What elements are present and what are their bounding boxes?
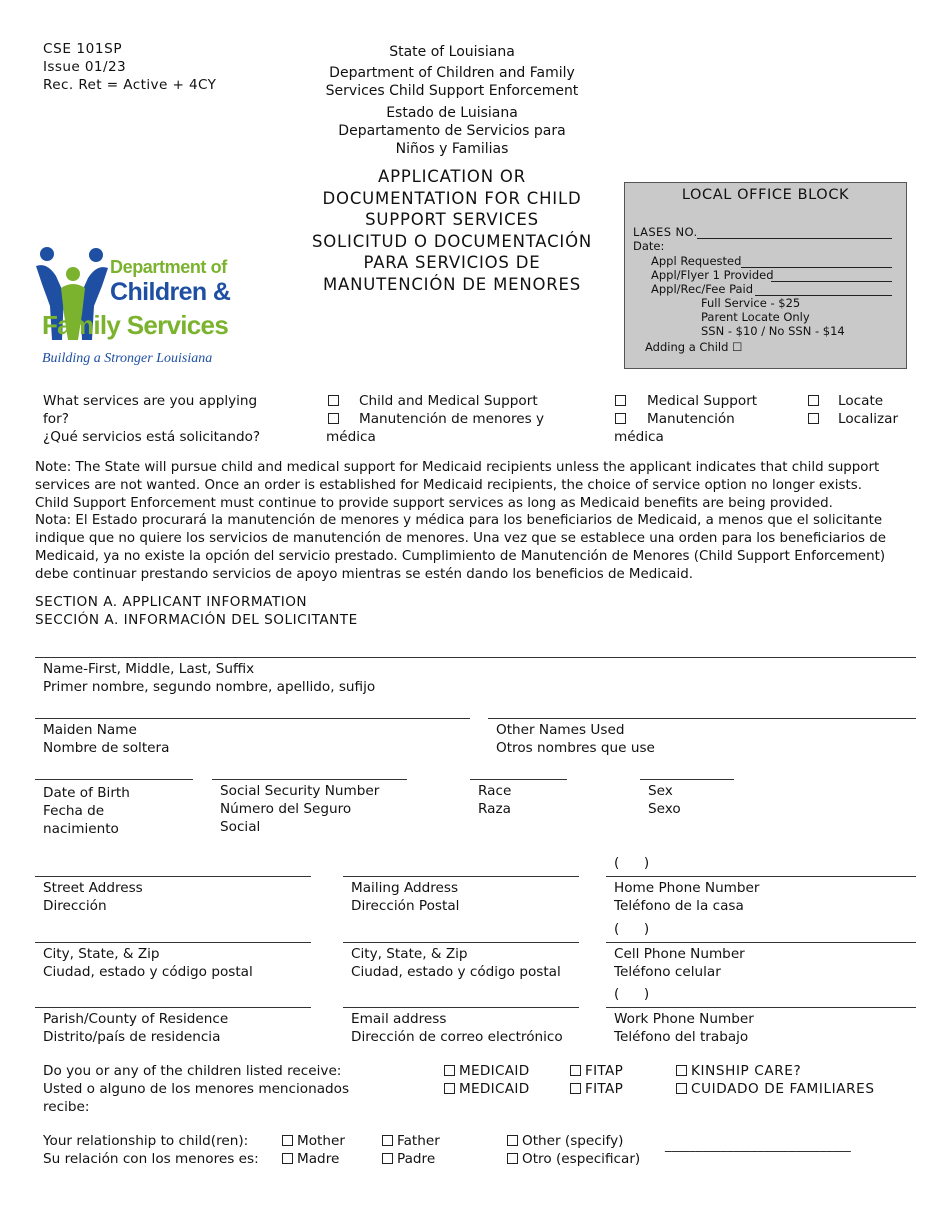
benefits-question-es-2: recibe:	[43, 1099, 90, 1115]
mother-label: Mother	[297, 1133, 345, 1149]
appl-requested-label: Appl Requested	[651, 254, 742, 268]
maiden-label-es: Nombre de soltera	[43, 740, 170, 756]
opt-locate-es: Localizar	[838, 411, 899, 427]
checkbox-child-medical[interactable]	[328, 395, 339, 406]
opt-child-medical-en: Child and Medical Support	[359, 393, 538, 409]
fitap-checkbox[interactable]	[570, 1065, 581, 1076]
medicaid-checkbox[interactable]	[444, 1065, 455, 1076]
mother-option[interactable]	[282, 1132, 345, 1150]
form-retention: Rec. Ret = Active + 4CY	[43, 77, 217, 93]
work-phone-area-code[interactable]: ( )	[614, 986, 650, 1002]
fitap-checkbox-es[interactable]	[570, 1083, 581, 1094]
checkbox-locate-es[interactable]	[808, 413, 819, 424]
note-es-4: debe continuar prestando servicios de apoyo mientras se estén dando los beneficios de Medicaid.	[35, 566, 693, 582]
work-phone-label-es: Teléfono del trabajo	[614, 1029, 749, 1045]
padre-label: Padre	[397, 1151, 436, 1167]
checkbox-medical-support-es[interactable]	[615, 413, 626, 424]
mailing-label-es: Dirección Postal	[351, 898, 460, 914]
ssn-line[interactable]	[212, 779, 407, 780]
home-phone-line[interactable]	[606, 876, 916, 877]
home-phone-label-en: Home Phone Number	[614, 880, 760, 896]
form-title	[300, 166, 604, 295]
checkbox-child-medical-es[interactable]	[328, 413, 339, 424]
adding-child-label[interactable]: Adding a Child ☐	[645, 340, 743, 354]
note-es-2: indique que no quiere los servicios de manutención de menores. Una vez que se establece una orden para los beneficiarios de	[35, 531, 887, 547]
kinship-label-en: KINSHIP CARE?	[691, 1063, 802, 1079]
logo-line-1: Department of	[110, 257, 227, 277]
ssn-label-es-2: Social	[220, 819, 261, 835]
lases-line[interactable]	[697, 238, 892, 239]
other-checkbox[interactable]	[507, 1135, 518, 1146]
form-code: CSE 101SP	[43, 41, 123, 57]
mailing-address-line[interactable]	[343, 876, 579, 877]
dob-label-es-2: nacimiento	[43, 821, 119, 837]
other-names-line[interactable]	[488, 718, 916, 719]
race-label-es: Raza	[478, 801, 511, 817]
logo-line-2: Children &	[110, 278, 231, 306]
mother-checkbox[interactable]	[282, 1135, 293, 1146]
note-es-1: Nota: El Estado procurará la manutención de menores y médica para los beneficiarios de Medicaid, a menos que el solicitante	[35, 513, 883, 529]
maiden-name-line[interactable]	[35, 718, 470, 719]
kinship-option[interactable]	[676, 1062, 801, 1080]
work-phone-line[interactable]	[606, 1007, 916, 1008]
medicaid-label-es: MEDICAID	[459, 1081, 530, 1097]
opt-child-medical-es-2: médica	[326, 429, 376, 445]
otro-checkbox[interactable]	[507, 1153, 518, 1164]
madre-option[interactable]	[282, 1150, 339, 1168]
dob-label-es-1: Fecha de	[43, 803, 105, 819]
home-phone-area-code[interactable]: ( )	[614, 855, 650, 871]
cell-phone-area-code[interactable]: ( )	[614, 921, 650, 937]
email-line[interactable]	[343, 1007, 579, 1008]
maiden-label-en: Maiden Name	[43, 722, 137, 738]
sex-label-es: Sexo	[648, 801, 681, 817]
name-field-line[interactable]	[35, 657, 916, 658]
name-label-es: Primer nombre, segundo nombre, apellido, sufijo	[43, 679, 376, 695]
medicaid-note	[35, 459, 915, 584]
appl-flyer-label: Appl/Flyer 1 Provided	[651, 268, 774, 282]
section-a-heading-en: SECTION A. APPLICANT INFORMATION	[35, 594, 308, 610]
kinship-checkbox[interactable]	[676, 1065, 687, 1076]
appl-fee-label: Appl/Rec/Fee Paid	[651, 282, 754, 296]
agency-state-en: State of Louisiana	[389, 44, 515, 60]
other-option[interactable]	[507, 1132, 623, 1150]
agency-dept-en-2: Services Child Support Enforcement	[325, 83, 579, 99]
city-line-2[interactable]	[343, 942, 579, 943]
fitap-label-es: FITAP	[585, 1081, 624, 1097]
madre-checkbox[interactable]	[282, 1153, 293, 1164]
padre-option[interactable]	[382, 1150, 435, 1168]
form-issue: Issue 01/23	[43, 59, 127, 75]
ssn-label-es-1: Número del Seguro	[220, 801, 352, 817]
parish-line[interactable]	[35, 1007, 311, 1008]
father-label: Father	[397, 1133, 440, 1149]
title-es-1: SOLICITUD O DOCUMENTACIÓN	[311, 231, 593, 251]
dob-line[interactable]	[35, 779, 193, 780]
cell-phone-label-es: Teléfono celular	[614, 964, 721, 980]
benefits-question-en: Do you or any of the children listed receive:	[43, 1063, 342, 1079]
lases-label: LASES NO.	[633, 225, 698, 239]
ssn-fee-label: SSN - $10 / No SSN - $14	[701, 324, 845, 338]
other-names-label-es: Otros nombres que use	[496, 740, 655, 756]
logo-tagline: Building a Stronger Louisiana	[42, 351, 213, 366]
medicaid-option[interactable]	[444, 1062, 529, 1080]
benefits-question-es-1: Usted o alguno de los menores mencionados	[43, 1081, 350, 1097]
madre-label: Madre	[297, 1151, 340, 1167]
city-line-1[interactable]	[35, 942, 311, 943]
fitap-option[interactable]	[570, 1062, 623, 1080]
office-block-title: LOCAL OFFICE BLOCK	[681, 187, 850, 203]
agency-dept-es-2: Niños y Familias	[395, 141, 509, 157]
opt-locate-en: Locate	[838, 393, 884, 409]
date-label: Date:	[633, 239, 665, 253]
kinship-label-es: CUIDADO DE FAMILIARES	[691, 1081, 875, 1097]
services-question-es: ¿Qué servicios está solicitando?	[43, 429, 261, 445]
fitap-label-en: FITAP	[585, 1063, 624, 1079]
note-en-3: Child Support Enforcement must continue to provide support services as long as Medicaid benefits are being provided.	[35, 495, 833, 511]
note-es-3: Medicaid, ya no existe la opción del servicio prestado. Cumplimiento de Manutención de Menores (Child Support Enforcement)	[35, 548, 886, 564]
street-label-en: Street Address	[43, 880, 143, 896]
other-label-es: Otro (especificar)	[522, 1151, 641, 1167]
sex-line[interactable]	[640, 779, 734, 780]
agency-dept-es-1: Departamento de Servicios para	[338, 123, 566, 139]
title-en-2: DOCUMENTATION FOR CHILD	[322, 188, 582, 208]
logo-line-3: Family Services	[42, 310, 229, 340]
title-en-3: SUPPORT SERVICES	[365, 210, 539, 229]
title-es-3: MANUTENCIÓN DE MENORES	[322, 274, 582, 294]
opt-medical-es-2: médica	[614, 429, 664, 445]
relationship-label-en: Your relationship to child(ren):	[43, 1133, 249, 1149]
opt-medical-es-1: Manutención	[647, 411, 735, 427]
agency-dept-en-1: Department of Children and Family	[329, 65, 575, 81]
local-office-block	[624, 182, 907, 369]
city1-label-en: City, State, & Zip	[43, 946, 160, 962]
checkbox-medical-support[interactable]	[615, 395, 626, 406]
services-question-en-2: for?	[43, 411, 69, 427]
title-es-2: PARA SERVICIOS DE	[363, 253, 541, 272]
mailing-label-en: Mailing Address	[351, 880, 459, 896]
race-label-en: Race	[478, 783, 512, 799]
full-service-label: Full Service - $25	[701, 296, 801, 310]
email-label-en: Email address	[351, 1011, 447, 1027]
agency-state-es: Estado de Luisiana	[386, 105, 518, 121]
note-en-1: Note: The State will pursue child and medical support for Medicaid recipients unless the applicant indicates that child support	[35, 460, 880, 475]
other-label-en: Other (specify)	[522, 1133, 624, 1149]
kinship-option-es[interactable]	[676, 1080, 875, 1098]
city2-label-es: Ciudad, estado y código postal	[351, 964, 561, 980]
parent-locate-label: Parent Locate Only	[701, 310, 810, 324]
cell-phone-label-en: Cell Phone Number	[614, 946, 745, 962]
other-names-label-en: Other Names Used	[496, 722, 625, 738]
opt-medical-en: Medical Support	[647, 393, 758, 409]
email-label-es: Dirección de correo electrónico	[351, 1029, 563, 1045]
parish-label-es: Distrito/país de residencia	[43, 1029, 221, 1045]
relationship-label-es: Su relación con los menores es:	[43, 1151, 259, 1167]
home-phone-label-es: Teléfono de la casa	[614, 898, 744, 914]
kinship-checkbox-es[interactable]	[676, 1083, 687, 1094]
fitap-option-es[interactable]	[570, 1080, 623, 1098]
other-specify-line[interactable]: ______________________________	[665, 1138, 851, 1152]
street-label-es: Dirección	[43, 898, 107, 914]
name-label-en: Name-First, Middle, Last, Suffix	[43, 661, 255, 677]
ssn-label-en: Social Security Number	[220, 783, 380, 799]
work-phone-label-en: Work Phone Number	[614, 1011, 754, 1027]
dob-label-en: Date of Birth	[43, 785, 130, 801]
city1-label-es: Ciudad, estado y código postal	[43, 964, 253, 980]
padre-checkbox[interactable]	[382, 1153, 393, 1164]
title-en-1: APPLICATION OR	[378, 167, 526, 186]
medicaid-option-es[interactable]	[444, 1080, 529, 1098]
sex-label-en: Sex	[648, 783, 673, 799]
medicaid-label-en: MEDICAID	[459, 1063, 530, 1079]
father-option[interactable]	[382, 1132, 440, 1150]
appl-flyer-line[interactable]	[771, 281, 892, 282]
dcfs-logo	[34, 244, 244, 370]
street-address-line[interactable]	[35, 876, 311, 877]
medicaid-checkbox-es[interactable]	[444, 1083, 455, 1094]
father-checkbox[interactable]	[382, 1135, 393, 1146]
otro-option[interactable]	[507, 1150, 640, 1168]
section-a-heading-es: SECCIÓN A. INFORMACIÓN DEL SOLICITANTE	[35, 612, 358, 628]
cell-phone-line[interactable]	[606, 942, 916, 943]
opt-child-medical-es-1: Manutención de menores y	[359, 411, 545, 427]
race-line[interactable]	[470, 779, 567, 780]
parish-label-en: Parish/County of Residence	[43, 1011, 229, 1027]
note-en-2: services are not wanted. Once an order is established for Medicaid recipients, the choice of service option no longer exists.	[35, 477, 862, 493]
checkbox-locate[interactable]	[808, 395, 819, 406]
services-question-en-1: What services are you applying	[43, 393, 258, 409]
city2-label-en: City, State, & Zip	[351, 946, 468, 962]
